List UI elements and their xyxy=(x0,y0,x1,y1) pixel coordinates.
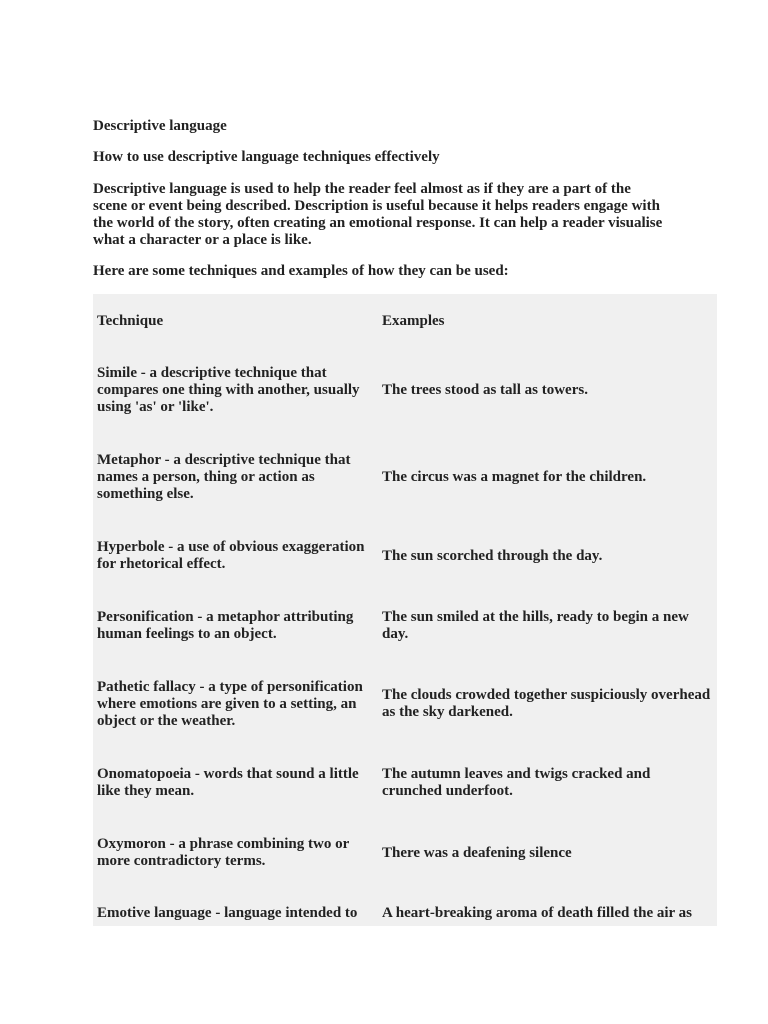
technique-cell: Simile - a descriptive technique that compares one thing with another, usually using 'as' or 'like'. xyxy=(97,364,360,415)
technique-cell: Emotive language - language intended to xyxy=(97,905,358,921)
table-row xyxy=(93,678,717,730)
table-row xyxy=(93,608,717,644)
example-cell: There was a deafening silence xyxy=(382,844,572,861)
table-row xyxy=(93,364,717,416)
example-cell: A heart-breaking aroma of death filled the air as xyxy=(382,905,692,921)
techniques-table xyxy=(93,294,717,926)
technique-cell: Metaphor - a descriptive technique that names a person, thing or action as something else. xyxy=(97,451,351,502)
example-cell: The sun smiled at the hills, ready to begin a new day. xyxy=(382,609,689,642)
document-title: Descriptive language xyxy=(93,118,227,134)
header-technique: Technique xyxy=(97,312,164,329)
table-header-row xyxy=(93,305,717,337)
table-row xyxy=(93,835,717,871)
header-examples: Examples xyxy=(382,312,445,329)
technique-cell: Pathetic fallacy - a type of personification where emotions are given to a setting, an object or the weather. xyxy=(97,678,363,729)
intro-paragraph: Descriptive language is used to help the reader feel almost as if they are a part of the scene or event being described. Description is useful because it helps readers engage with the world of the story, often creating an emotional response. It can help a reader visualise what a character or a place is like. xyxy=(93,181,663,248)
document-subtitle: How to use descriptive language techniques effectively xyxy=(93,149,440,165)
lead-in-text: Here are some techniques and examples of how they can be used: xyxy=(93,263,509,279)
table-row xyxy=(93,451,717,503)
example-cell: The autumn leaves and twigs cracked and crunched underfoot. xyxy=(382,766,651,799)
example-cell: The clouds crowded together suspiciously overhead as the sky darkened. xyxy=(382,687,711,720)
technique-cell: Onomatopoeia - words that sound a little like they mean. xyxy=(97,766,359,799)
table-row xyxy=(93,538,717,574)
example-cell: The sun scorched through the day. xyxy=(382,547,603,564)
technique-cell: Hyperbole - a use of obvious exaggeration for rhetorical effect. xyxy=(97,539,365,572)
technique-cell: Oxymoron - a phrase combining two or more contradictory terms. xyxy=(97,836,349,869)
example-cell: The trees stood as tall as towers. xyxy=(382,381,588,398)
table-row xyxy=(93,905,717,923)
technique-cell: Personification - a metaphor attributing human feelings to an object. xyxy=(97,609,354,642)
table-row xyxy=(93,765,717,801)
example-cell: The circus was a magnet for the children. xyxy=(382,468,647,485)
